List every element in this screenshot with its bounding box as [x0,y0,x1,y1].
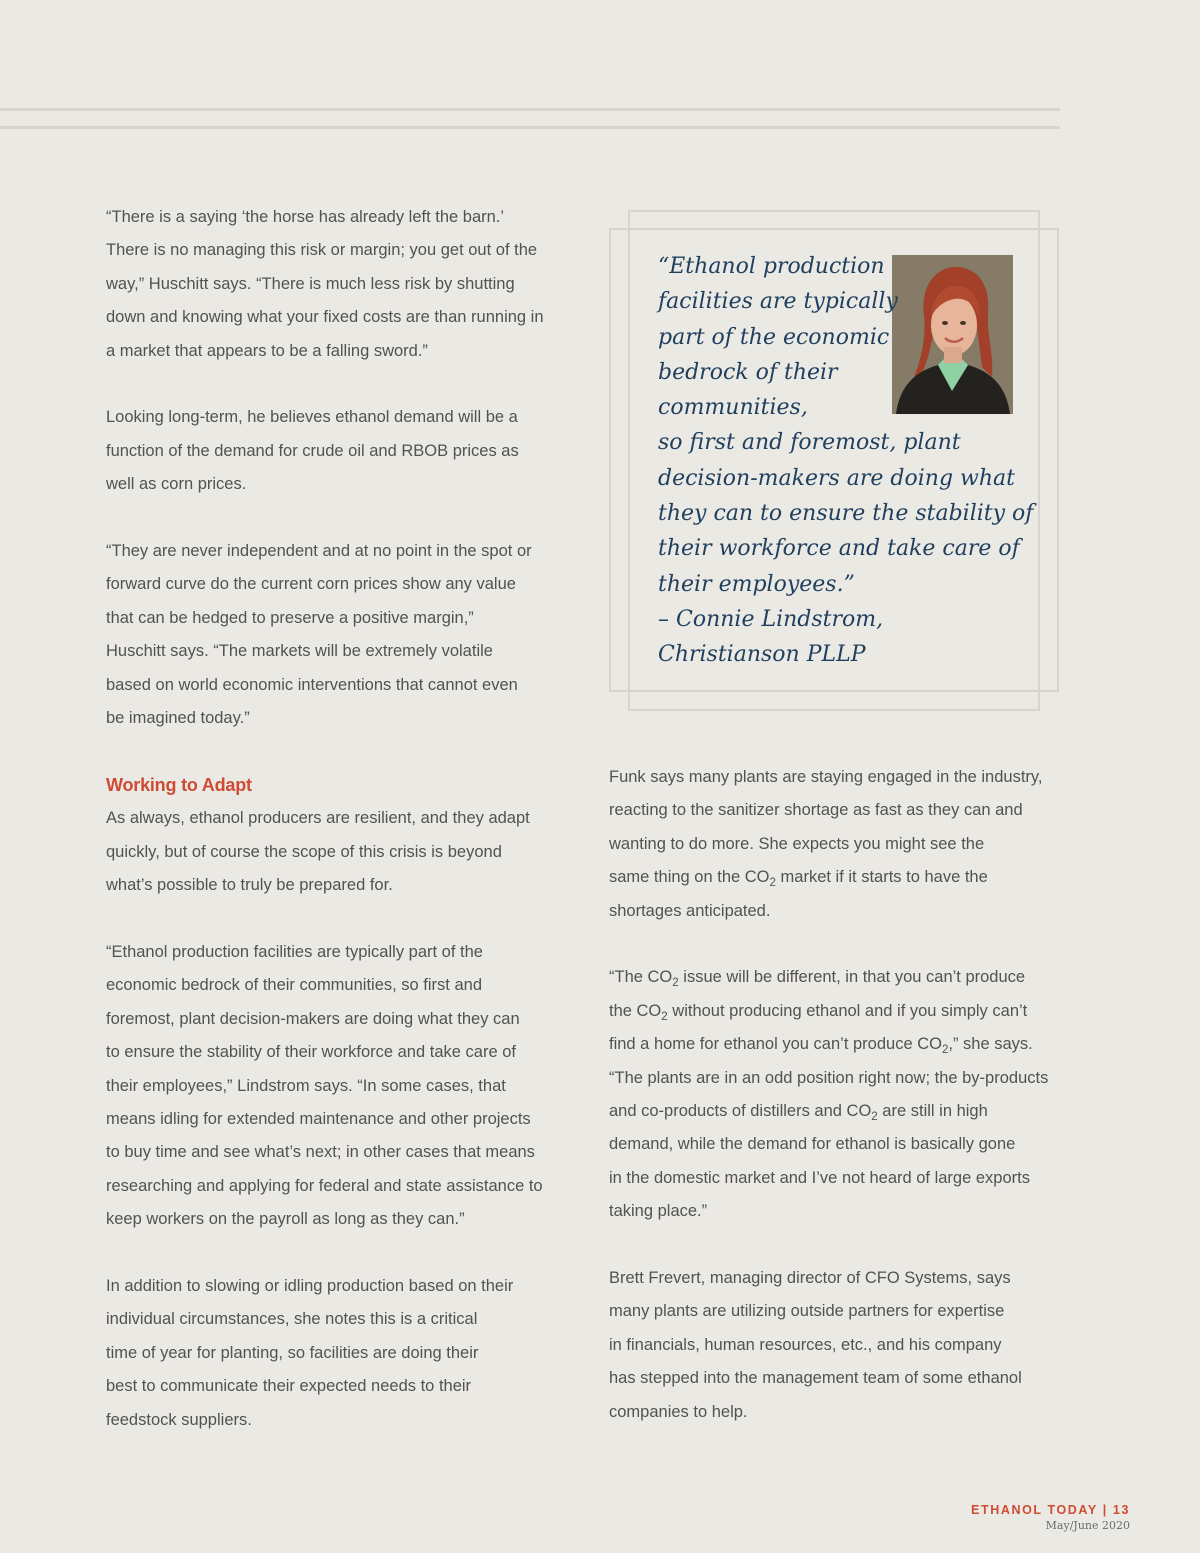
footer-separator: | [1097,1503,1113,1517]
text-line: means idling for extended maintenance and other projects [106,1109,531,1128]
text-line [609,1095,1069,1128]
text-line: way,” Huschitt says. “There is much less risk by shutting [106,274,515,293]
text-line: to buy time and see what’s next; in other cases that means [106,1143,535,1162]
text-line: keep workers on the payroll as long as they can.” [106,1210,465,1229]
pull-quote-line: communities, [658,395,808,421]
text-line: reacting to the sanitizer shortage as fast as they can and [609,801,1023,820]
subscript: 2 [672,977,679,990]
text-line: be imagined today.” [106,709,250,728]
text-line: individual circumstances, she notes this is a critical [106,1310,478,1329]
text-line: down and knowing what your fixed costs are than running in [106,308,544,327]
subscript: 2 [871,1111,878,1124]
text-line: forward curve do the current corn prices show any value [106,575,516,594]
paragraph-resilient [106,802,566,902]
pull-quote-attribution: – Connie Lindstrom, [658,606,884,632]
text-segment: “The CO [609,968,673,987]
text-line: has stepped into the management team of some ethanol [609,1369,1022,1388]
text-line: quickly, but of course the scope of this crisis is beyond [106,842,502,861]
text-segment: same thing on the CO [609,868,770,887]
section-heading: Working to Adapt [106,774,252,795]
subscript: 2 [769,877,776,890]
publication-name: ETHANOL TODAY [971,1503,1098,1517]
text-line: well as corn prices. [106,475,247,494]
text-line: foremost, plant decision-makers are doing what they can [106,1009,520,1028]
pull-quote-line: they can to ensure the stability of [658,501,1034,527]
text-line: to ensure the stability of their workforce and take care of [106,1043,516,1062]
paragraph-horse-barn [106,201,566,368]
text-line: best to communicate their expected needs to their [106,1377,472,1396]
text-segment: issue will be different, in that you can’t produce [678,968,1026,987]
text-segment: are still in high [877,1102,988,1121]
footer-issue-date: May/June 2020 [1045,1519,1130,1532]
pull-quote-line: part of the economic [658,324,890,350]
text-line: In addition to slowing or idling production based on their [106,1276,514,1295]
paragraph-funk [609,761,1069,928]
header-rule-bottom [0,126,1060,129]
text-line [609,961,1069,994]
text-line: companies to help. [609,1402,748,1421]
left-column [106,201,566,1437]
text-segment: without producing ethanol and if you simply can’t [667,1001,1028,1020]
text-line: taking place.” [609,1202,708,1221]
text-line: what’s possible to truly be prepared for. [106,876,393,895]
text-line: that can be hedged to preserve a positive margin,” [106,608,474,627]
text-line [609,861,1069,894]
text-line: There is no managing this risk or margin; you get out of the [106,241,538,260]
text-line: Looking long-term, he believes ethanol demand will be a [106,408,518,427]
pull-quote-line: their workforce and take care of [658,536,1020,562]
text-line: Huschitt says. “The markets will be extremely volatile [106,642,493,661]
text-line: time of year for planting, so facilities are doing their [106,1343,479,1362]
footer-publication [971,1503,1130,1517]
pull-quote-line: their employees.” [658,571,855,597]
paragraph-lindstrom-quote [106,936,566,1237]
text-line: As always, ethanol producers are resilient, and they adapt [106,809,530,828]
text-line: “They are never independent and at no point in the spot or [106,542,532,561]
text-segment: the CO [609,1001,662,1020]
text-line: “Ethanol production facilities are typically part of the [106,942,483,961]
text-line: in financials, human resources, etc., and his company [609,1335,1002,1354]
text-segment: and co-products of distillers and CO [609,1102,872,1121]
text-line: their employees,” Lindstrom says. “In some cases, that [106,1076,506,1095]
subscript: 2 [661,1010,668,1023]
pull-quote-line: “Ethanol production [658,254,885,279]
text-line: researching and applying for federal and state assistance to [106,1176,543,1195]
paragraph-never-independent [106,535,566,735]
pull-quote-line: facilities are typically [658,289,898,315]
text-line [609,995,1069,1028]
text-line: feedstock suppliers. [106,1410,252,1429]
pull-quote-line: so first and foremost, plant [658,430,961,456]
text-line: Funk says many plants are staying engaged in the industry, [609,768,1043,786]
pull-quote-attribution: Christianson PLLP [658,642,866,668]
pull-quote-line: decision-makers are doing what [658,465,1015,491]
text-line: a market that appears to be a falling sword.” [106,341,428,360]
text-line: based on world economic interventions that cannot even [106,675,518,694]
text-line: wanting to do more. She expects you might see the [609,834,985,853]
paragraph-co2-issue [609,961,1069,1228]
paragraph-long-term [106,401,566,501]
text-line: Brett Frevert, managing director of CFO Systems, says [609,1269,1011,1288]
text-line [609,1028,1069,1061]
paragraph-frevert [609,1262,1069,1429]
text-line: economic bedrock of their communities, so first and [106,976,482,995]
text-segment: find a home for ethanol you can’t produce CO [609,1035,942,1054]
paragraph-planting [106,1270,566,1437]
page-number: 13 [1112,1503,1130,1517]
right-column [609,761,1069,1429]
text-segment: ,” she says. [948,1035,1033,1054]
text-line: “There is a saying ‘the horse has already left the barn.’ [106,208,505,226]
header-rule-top [0,108,1060,111]
subscript: 2 [941,1044,949,1057]
text-segment: market if it starts to have the [775,868,988,887]
text-line: function of the demand for crude oil and RBOB prices as [106,441,519,460]
text-line: demand, while the demand for ethanol is basically gone [609,1135,1016,1154]
text-line: shortages anticipated. [609,901,771,920]
pull-quote-line: bedrock of their [658,359,838,385]
pull-quote [658,249,1034,673]
text-line: many plants are utilizing outside partners for expertise [609,1302,1005,1321]
text-line: in the domestic market and I’ve not heard of large exports [609,1168,1030,1187]
text-line: “The plants are in an odd position right now; the by-products [609,1068,1049,1087]
